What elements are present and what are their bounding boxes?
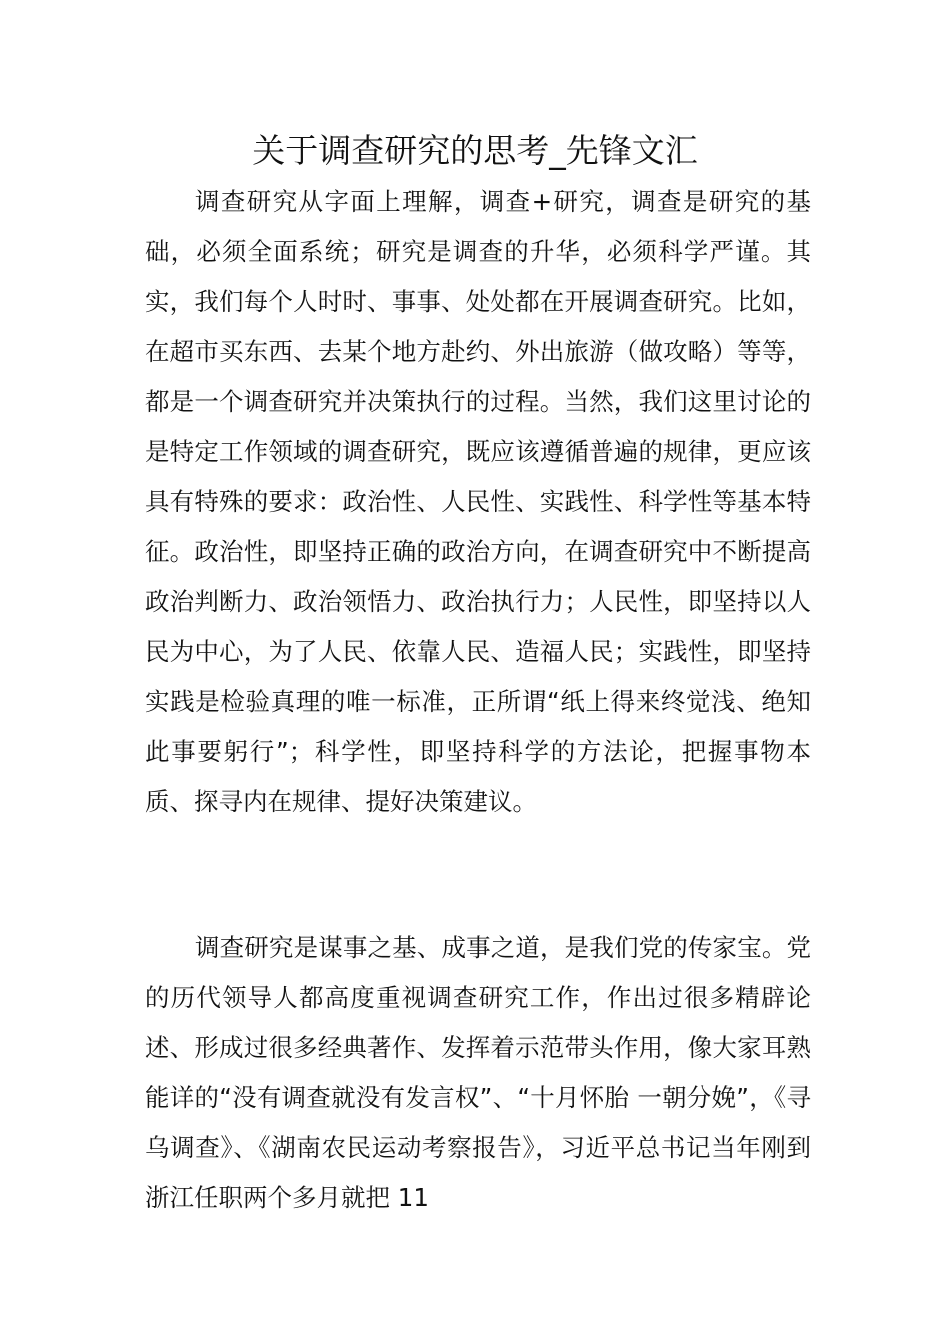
document-title: 关于调查研究的思考_先锋文汇: [252, 131, 698, 170]
paragraph: 调查研究从字面上理解，调查+研究，调查是研究的基础，必须全面系统；研究是调查的升华，必须科学严谨。其实，我们每个人时时、事事、处处都在开展调查研究。比如，在超市买东西、去某个地方赴约、外出旅游（做攻略）等等，都是一个调查研究并决策执行的过程。当然，我们这里讨论的是特定工作领域的调查研究，既应该遵循普遍的规律，更应该具有特殊的要求：政治性、人民性、实践性、科学性等基本特征。政治性，即坚持正确的政治方向，在调查研究中不断提高政治判断力、政治领悟力、政治执行力；人民性，即坚持以人民为中心，为了人民、依靠人民、造福人民；实践性，即坚持实践是检验真理的唯一标准，正所谓“纸上得来终觉浅、绝知此事要躬行”；科学性，即坚持科学的方法论，把握事物本质、探寻内在规律、提好决策建议。: [145, 187, 811, 816]
paragraph: 调查研究是谋事之基、成事之道，是我们党的传家宝。党的历代领导人都高度重视调查研究工作，作出过很多精辟论述、形成过很多经典著作、发挥着示范带头作用，像大家耳熟能详的“没有调查就没有发言权”、“十月怀胎 一朝分娩”，《寻乌调查》、《湖南农民运动考察报告》，习近平总书记当年刚到浙江任职两个多月就把 11: [145, 933, 811, 1212]
